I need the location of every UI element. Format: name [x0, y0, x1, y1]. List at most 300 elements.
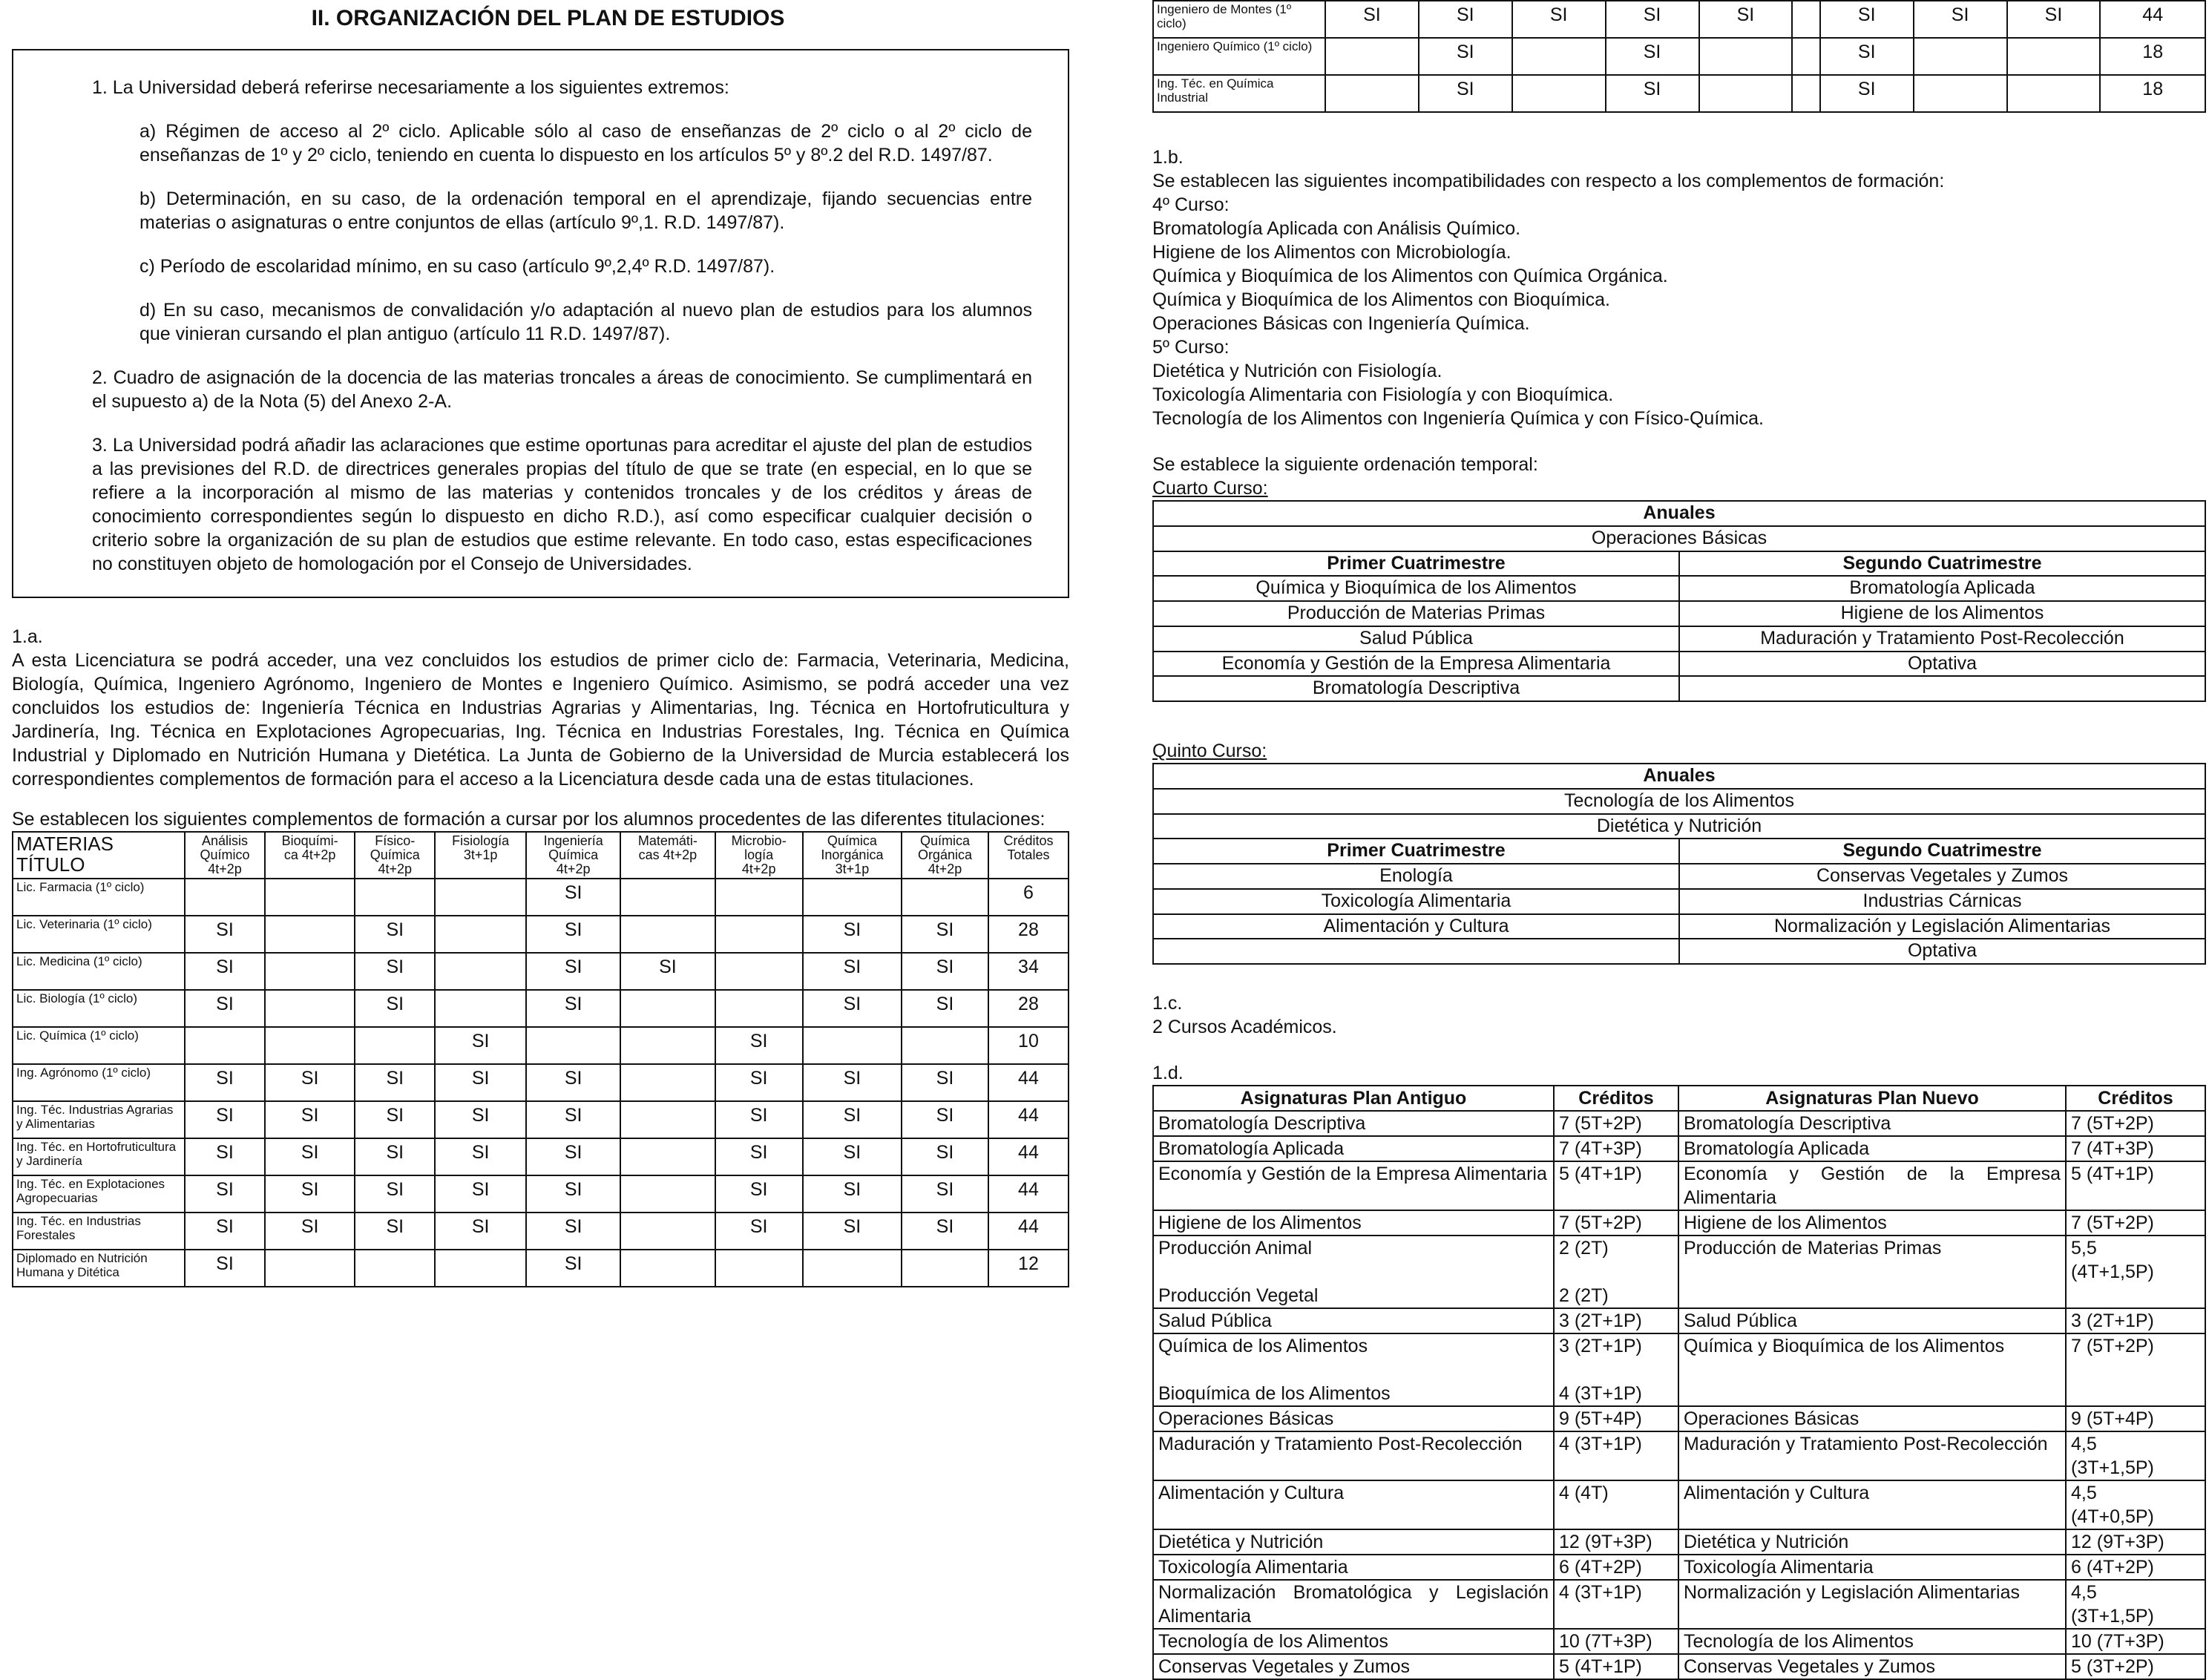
incompatibility-line: Higiene de los Alimentos con Microbiología. [1152, 242, 1511, 263]
new-subject-cell: Bromatología Aplicada [1678, 1136, 2066, 1161]
materia-cell: SI [185, 1138, 265, 1175]
materia-cell: SI [185, 1175, 265, 1213]
anual-item-row [1153, 814, 2205, 839]
section-1c-text: 2 Cursos Académicos. [1152, 1017, 1337, 1037]
materia-cell [1792, 1, 1819, 38]
materia-cell: SI [902, 916, 988, 953]
materia-cell [620, 1101, 715, 1138]
materia-cell: SI [1419, 1, 1512, 38]
materia-cell: SI [526, 1138, 620, 1175]
table-row [13, 879, 1069, 916]
subject-row [1153, 626, 2205, 652]
materia-cell: SI [526, 1064, 620, 1101]
table-row [1153, 1, 2205, 38]
old-subject-cell: Economía y Gestión de la Empresa Alimentaria [1153, 1161, 1554, 1210]
materia-cell [902, 1250, 988, 1287]
incompatibility-line: Tecnología de los Alimentos con Ingeniería Química y con Físico-Química. [1152, 408, 1764, 429]
new-credits-cell: 4,5 (4T+0,5P) [2066, 1480, 2205, 1529]
materia-cell: SI [355, 1175, 435, 1213]
new-credits-cell: 7 (5T+2P) [2066, 1111, 2205, 1136]
new-subject-cell: Economía y Gestión de la Empresa Alimentaria [1678, 1161, 2066, 1210]
table-row [1153, 1555, 2205, 1580]
materia-cell [620, 990, 715, 1027]
titulo-cell: Ing. Agrónomo (1º ciclo) [13, 1064, 185, 1101]
materia-cell: SI [1419, 75, 1512, 112]
old-credits-cell: 12 (9T+3P) [1554, 1529, 1678, 1555]
old-credits-cell: 6 (4T+2P) [1554, 1555, 1678, 1580]
materia-cell: SI [185, 953, 265, 990]
materia-cell [2007, 38, 2101, 75]
materia-cell: SI [715, 1027, 803, 1064]
materia-cell: SI [526, 1213, 620, 1250]
materia-cell [1792, 38, 1819, 75]
materia-cell: SI [526, 916, 620, 953]
instruction-1d: d) En su caso, mecanismos de convalidación y/o adaptación al nuevo plan de estudios para los alumnos que vinieran cursando el plan antiguo (artículo 11 R.D. 1497/87). [140, 300, 1032, 345]
cuarto-curso-table [1152, 500, 2206, 702]
materia-cell: SI [1699, 1, 1793, 38]
materia-cell: SI [265, 1175, 355, 1213]
materia-cell [435, 990, 526, 1027]
segundo-subject: Industrias Cárnicas [1679, 889, 2205, 914]
incompatibility-line: Operaciones Básicas con Ingeniería Química. [1152, 313, 1530, 334]
primer-subject: Producción de Materias Primas [1153, 601, 1679, 626]
table-row [1153, 1308, 2205, 1333]
materia-cell: SI [902, 990, 988, 1027]
new-subject-cell: Operaciones Básicas [1678, 1406, 2066, 1431]
materia-cell [355, 1027, 435, 1064]
materia-cell: SI [526, 1250, 620, 1287]
total-credits-cell: 34 [988, 953, 1069, 990]
materia-cell: SI [185, 1213, 265, 1250]
segundo-subject: Bromatología Aplicada [1679, 576, 2205, 601]
new-subject-cell: Salud Pública [1678, 1308, 2066, 1333]
titulo-label: TÍTULO [16, 853, 85, 876]
materia-cell: SI [620, 953, 715, 990]
titulo-cell: Lic. Farmacia (1º ciclo) [13, 879, 185, 916]
table-row [1153, 75, 2205, 112]
new-subject-cell: Tecnología de los Alimentos [1678, 1629, 2066, 1654]
primer-subject: Alimentación y Cultura [1153, 914, 1679, 939]
table-row [1153, 1580, 2205, 1629]
materia-cell [620, 916, 715, 953]
old-subject-cell: Normalización Bromatológica y Legislación Alimentaria [1153, 1580, 1554, 1629]
new-credits-cell: 4,5 (3T+1,5P) [2066, 1431, 2205, 1480]
materia-cell: SI [803, 1101, 902, 1138]
materia-cell: SI [1606, 38, 1699, 75]
materia-cell [1325, 75, 1419, 112]
materia-cell [265, 990, 355, 1027]
table-row [13, 1027, 1069, 1064]
table-row [1153, 1406, 2205, 1431]
materia-cell: SI [902, 1064, 988, 1101]
cuatrimestre-header-row [1153, 839, 2205, 864]
table-row [13, 953, 1069, 990]
instruction-3: 3. La Universidad podrá añadir las aclaraciones que estime oportunas para acreditar el ajuste del plan de estudios a las previsiones del R.D. de directrices generales propias del título de que se trate (en especial, en lo que se refiere a la incorporación al mismo de las materias y contenidos troncales y de los créditos y áreas de conocimiento correspondientes según lo dispuesto en dicho R.D.), así como especificar cualquier decisión o criterio sobre la organización de su plan de estudios que estime relevante. En todo caso, estas especificaciones no constituyen objeto de homologación por el Consejo de Universidades. [92, 435, 1032, 575]
titulo-cell: Lic. Química (1º ciclo) [13, 1027, 185, 1064]
materia-cell: SI [803, 1175, 902, 1213]
table-corner-header [13, 832, 185, 879]
materia-cell [185, 1027, 265, 1064]
materia-cell: SI [715, 1138, 803, 1175]
subject-row [1153, 676, 2205, 701]
subject-row [1153, 601, 2205, 626]
primer-subject [1153, 939, 1679, 964]
materia-cell: SI [355, 916, 435, 953]
old-subject-cell: Química de los Alimentos Bioquímica de los Alimentos [1153, 1333, 1554, 1406]
materia-cell [715, 990, 803, 1027]
table-row [1153, 1236, 2205, 1308]
instruction-1a: a) Régimen de acceso al 2º ciclo. Aplicable sólo al caso de enseñanzas de 2º ciclo o al 2º ciclo de enseñanzas de 1º y 2º ciclo, teniendo en cuenta lo dispuesto en los artículos 5º y 8º.2 del R.D. 1497/87. [140, 121, 1032, 166]
materia-cell [715, 916, 803, 953]
materia-cell: SI [265, 1138, 355, 1175]
materia-cell: SI [1419, 38, 1512, 75]
table-row [13, 1064, 1069, 1101]
materia-cell [620, 1138, 715, 1175]
subject-row [1153, 576, 2205, 601]
materia-cell: SI [185, 916, 265, 953]
materia-cell: SI [902, 1138, 988, 1175]
anual-item-row [1153, 526, 2205, 551]
old-credits-cell: 5 (4T+1P) [1554, 1161, 1678, 1210]
anual-item-row [1153, 789, 2205, 814]
materia-cell: SI [803, 1213, 902, 1250]
table-row [1153, 1480, 2205, 1529]
old-subject-cell: Higiene de los Alimentos [1153, 1210, 1554, 1236]
materia-cell: SI [526, 1101, 620, 1138]
materia-cell: SI [185, 990, 265, 1027]
total-credits-cell: 44 [988, 1175, 1069, 1213]
materia-cell: SI [803, 916, 902, 953]
materia-cell [435, 953, 526, 990]
materia-cell [620, 1027, 715, 1064]
materia-cell [435, 879, 526, 916]
segundo-subject: Normalización y Legislación Alimentarias [1679, 914, 2205, 939]
segundo-subject: Optativa [1679, 652, 2205, 677]
new-subject-cell: Conservas Vegetales y Zumos [1678, 1654, 2066, 1679]
titulo-cell: Lic. Biología (1º ciclo) [13, 990, 185, 1027]
primer-subject: Salud Pública [1153, 626, 1679, 652]
instructions-box [12, 49, 1069, 598]
old-subject-cell: Salud Pública [1153, 1308, 1554, 1333]
titulo-cell: Lic. Medicina (1º ciclo) [13, 953, 185, 990]
materia-cell [265, 1250, 355, 1287]
section-1b-label: 1.b. [1152, 147, 1184, 168]
incompatibility-line: 5º Curso: [1152, 337, 1230, 358]
materia-cell [1699, 75, 1793, 112]
table-row [13, 1101, 1069, 1138]
primer-subject: Toxicología Alimentaria [1153, 889, 1679, 914]
materia-cell: SI [1820, 38, 1914, 75]
old-subject-cell: Dietética y Nutrición [1153, 1529, 1554, 1555]
materia-cell: SI [435, 1101, 526, 1138]
incompatibilities-list [1152, 193, 2206, 430]
materia-cell: SI [265, 1213, 355, 1250]
subject-row [1153, 939, 2205, 964]
primer-subject: Química y Bioquímica de los Alimentos [1153, 576, 1679, 601]
materia-cell: SI [902, 1213, 988, 1250]
materia-cell [715, 879, 803, 916]
right-column [1152, 0, 2206, 1680]
new-credits-cell: 9 (5T+4P) [2066, 1406, 2205, 1431]
col-header: Créditos Totales [988, 832, 1069, 879]
materia-cell: SI [526, 990, 620, 1027]
anuales-header: Anuales [1153, 764, 2205, 789]
materia-cell [2007, 75, 2101, 112]
titulo-cell: Ing. Téc. en Industrias Forestales [13, 1213, 185, 1250]
table-row [1153, 1629, 2205, 1654]
materia-cell: SI [526, 1175, 620, 1213]
new-subject-cell: Bromatología Descriptiva [1678, 1111, 2066, 1136]
titulo-cell: Diplomado en Nutrición Humana y Ditética [13, 1250, 185, 1287]
titulo-cell: Ing. Téc. Industrias Agrarias y Alimentarias [13, 1101, 185, 1138]
materia-cell [620, 879, 715, 916]
primer-cuatrimestre-header: Primer Cuatrimestre [1153, 551, 1679, 577]
materia-cell: SI [355, 1138, 435, 1175]
table-row [1153, 38, 2205, 75]
materia-cell [620, 1064, 715, 1101]
materia-cell [265, 1027, 355, 1064]
new-subject-cell: Normalización y Legislación Alimentarias [1678, 1580, 2066, 1629]
segundo-subject: Conservas Vegetales y Zumos [1679, 864, 2205, 889]
table-row [1153, 1529, 2205, 1555]
subject-row [1153, 889, 2205, 914]
materia-cell [355, 1250, 435, 1287]
table-row [1153, 1333, 2205, 1406]
materia-cell: SI [803, 953, 902, 990]
materia-cell [265, 953, 355, 990]
old-subject-cell: Toxicología Alimentaria [1153, 1555, 1554, 1580]
total-credits-cell: 12 [988, 1250, 1069, 1287]
old-credits-cell: 9 (5T+4P) [1554, 1406, 1678, 1431]
titulo-cell: Ing. Téc. en Hortofruticultura y Jardinería [13, 1138, 185, 1175]
materia-cell [803, 1027, 902, 1064]
left-column [12, 0, 1069, 1287]
materia-cell: SI [803, 990, 902, 1027]
subject-row [1153, 864, 2205, 889]
old-credits-cell: 4 (4T) [1554, 1480, 1678, 1529]
incompatibility-line: Dietética y Nutrición con Fisiología. [1152, 361, 1442, 381]
primer-cuatrimestre-header: Primer Cuatrimestre [1153, 839, 1679, 864]
col-header: Fisiología 3t+1p [435, 832, 526, 879]
materia-cell: SI [526, 953, 620, 990]
col-header: Matemáti- cas 4t+2p [620, 832, 715, 879]
segundo-subject: Maduración y Tratamiento Post-Recolección [1679, 626, 2205, 652]
materia-cell [435, 1250, 526, 1287]
table-row [13, 1138, 1069, 1175]
materia-cell [265, 879, 355, 916]
old-credits-cell: 2 (2T) 2 (2T) [1554, 1236, 1678, 1308]
materia-cell: SI [355, 1064, 435, 1101]
table-row [13, 1175, 1069, 1213]
materia-cell [1914, 38, 2007, 75]
complementos-intro: Se establecen los siguientes complementos de formación a cursar por los alumnos procedentes de las diferentes titulaciones: [12, 809, 1046, 830]
col-header: Análisis Químico 4t+2p [185, 832, 265, 879]
titulo-cell: Lic. Veterinaria (1º ciclo) [13, 916, 185, 953]
table-row [13, 916, 1069, 953]
materia-cell [715, 953, 803, 990]
convalidation-table [1152, 1085, 2206, 1680]
instruction-1b: b) Determinación, en su caso, de la ordenación temporal en el aprendizaje, fijando secuencias entre materias o asignaturas o entre conjuntos de ellas (artículo 9º,1. R.D. 1497/87). [140, 188, 1032, 234]
materia-cell: SI [526, 879, 620, 916]
anuales-row [1153, 764, 2205, 789]
materia-cell: SI [1914, 1, 2007, 38]
materia-cell: SI [715, 1101, 803, 1138]
materia-cell: SI [435, 1175, 526, 1213]
materia-cell [1914, 75, 2007, 112]
total-credits-cell: 18 [2100, 75, 2205, 112]
old-credits-cell: 7 (4T+3P) [1554, 1136, 1678, 1161]
incompatibility-line: 4º Curso: [1152, 194, 1230, 215]
old-subject-cell: Bromatología Aplicada [1153, 1136, 1554, 1161]
new-subject-cell: Producción de Materias Primas [1678, 1236, 2066, 1308]
anual-item: Tecnología de los Alimentos [1153, 789, 2205, 814]
total-credits-cell: 6 [988, 879, 1069, 916]
materia-cell: SI [435, 1213, 526, 1250]
new-credits-cell: 4,5 (3T+1,5P) [2066, 1580, 2205, 1629]
cuarto-curso-caption: Cuarto Curso: [1152, 478, 1268, 499]
materia-cell: SI [185, 1250, 265, 1287]
materias-label: MATERIAS [16, 833, 114, 856]
materia-cell: SI [715, 1175, 803, 1213]
titulo-cell: Ing. Téc. en Química Industrial [1153, 75, 1325, 112]
materia-cell [1325, 38, 1419, 75]
col-header: Química Inorgánica 3t+1p [803, 832, 902, 879]
old-credits-cell: 3 (2T+1P) [1554, 1308, 1678, 1333]
old-subject-cell: Conservas Vegetales y Zumos [1153, 1654, 1554, 1679]
materia-cell [526, 1027, 620, 1064]
materia-cell [902, 1027, 988, 1064]
section-1c-label: 1.c. [1152, 993, 1183, 1014]
materia-cell [620, 1175, 715, 1213]
titulo-cell: Ingeniero de Montes (1º ciclo) [1153, 1, 1325, 38]
new-credits-cell: 7 (5T+2P) [2066, 1210, 2205, 1236]
section-1a-label: 1.a. [12, 626, 43, 648]
total-credits-cell: 44 [988, 1064, 1069, 1101]
segundo-subject [1679, 676, 2205, 701]
primer-subject: Enología [1153, 864, 1679, 889]
materia-cell [1512, 75, 1606, 112]
materia-cell: SI [715, 1064, 803, 1101]
table-row [1153, 1431, 2205, 1480]
materia-cell: SI [902, 953, 988, 990]
old-credits-cell: 4 (3T+1P) [1554, 1580, 1678, 1629]
quinto-curso-table [1152, 763, 2206, 965]
titulo-cell: Ingeniero Químico (1º ciclo) [1153, 38, 1325, 75]
ordenacion-intro: Se establece la siguiente ordenación temporal: [1152, 454, 1538, 475]
old-credits-cell: 5 (4T+1P) [1554, 1654, 1678, 1679]
subject-row [1153, 652, 2205, 677]
total-credits-cell: 18 [2100, 38, 2205, 75]
incompatibility-line: Química y Bioquímica de los Alimentos con Bioquímica. [1152, 289, 1610, 310]
materia-cell: SI [1512, 1, 1606, 38]
new-credits-cell: 12 (9T+3P) [2066, 1529, 2205, 1555]
total-credits-cell: 28 [988, 990, 1069, 1027]
new-credits-cell: 5 (3T+2P) [2066, 1654, 2205, 1679]
instruction-1: 1. La Universidad deberá referirse necesariamente a los siguientes extremos: [92, 77, 729, 99]
total-credits-cell: 28 [988, 916, 1069, 953]
old-subject-cell: Tecnología de los Alimentos [1153, 1629, 1554, 1654]
section-1a-text: A esta Licenciatura se podrá acceder, una vez concluidos los estudios de primer ciclo de: Farmacia, Veterinaria, Medicina, Biología, Química, Ingeniero Agrónomo, Ingeniero de Montes e Ingeniero Químico. Asimismo, se podrá acceder una vez concluidos los estudios de: Ingeniería Técnica en Industrias Agrarias y Alimentarias, Ing. Técnica en Hortofruticultura y Jardinería, Ing. Técnica en Explotaciones Agropecuarias, Ing. Técnica en Industrias Forestales, Ing. Técnica en Química Industrial y Diplomado en Nutrición Humana y Dietética. La Junta de Gobierno de la Universidad de Murcia establecerá los correspondientes complementos de formación para el acceso a la Licenciatura desde cada una de estas titulaciones. [12, 650, 1069, 790]
subject-row [1153, 914, 2205, 939]
header-new-subjects: Asignaturas Plan Nuevo [1678, 1086, 2066, 1111]
materia-cell: SI [265, 1101, 355, 1138]
materia-cell [435, 916, 526, 953]
materia-cell [803, 1250, 902, 1287]
col-header: Microbio- logía 4t+2p [715, 832, 803, 879]
complementos-table-continued [1152, 0, 2206, 113]
header-old-credits: Créditos [1554, 1086, 1678, 1111]
segundo-cuatrimestre-header: Segundo Cuatrimestre [1679, 551, 2205, 577]
old-credits-cell: 4 (3T+1P) [1554, 1431, 1678, 1480]
new-subject-cell: Maduración y Tratamiento Post-Recolección [1678, 1431, 2066, 1480]
new-credits-cell: 5,5 (4T+1,5P) [2066, 1236, 2205, 1308]
materia-cell: SI [1820, 75, 1914, 112]
total-credits-cell: 44 [988, 1138, 1069, 1175]
materia-cell: SI [715, 1213, 803, 1250]
materia-cell: SI [902, 1101, 988, 1138]
incompatibility-line: Química y Bioquímica de los Alimentos con Química Orgánica. [1152, 266, 1668, 286]
materia-cell [715, 1250, 803, 1287]
materia-cell [265, 916, 355, 953]
table-row [1153, 1161, 2205, 1210]
new-credits-cell: 3 (2T+1P) [2066, 1308, 2205, 1333]
section-1b-intro: Se establecen las siguientes incompatibilidades con respecto a los complementos de formación: [1152, 171, 1945, 191]
col-header: Físico- Química 4t+2p [355, 832, 435, 879]
header-old-subjects: Asignaturas Plan Antiguo [1153, 1086, 1554, 1111]
old-subject-cell: Maduración y Tratamiento Post-Recolección [1153, 1431, 1554, 1480]
old-credits-cell: 3 (2T+1P) 4 (3T+1P) [1554, 1333, 1678, 1406]
table-row [1153, 1210, 2205, 1236]
old-credits-cell: 7 (5T+2P) [1554, 1210, 1678, 1236]
instruction-2: 2. Cuadro de asignación de la docencia de las materias troncales a áreas de conocimiento. Se cumplimentará en el supuesto a) de la Nota (5) del Anexo 2-A. [92, 367, 1032, 413]
new-subject-cell: Toxicología Alimentaria [1678, 1555, 2066, 1580]
materia-cell [355, 879, 435, 916]
materia-cell [620, 1250, 715, 1287]
materia-cell: SI [803, 1064, 902, 1101]
materia-cell: SI [435, 1027, 526, 1064]
table-row [13, 1250, 1069, 1287]
materia-cell: SI [355, 1213, 435, 1250]
instruction-1c: c) Período de escolaridad mínimo, en su caso (artículo 9º,2,4º R.D. 1497/87). [140, 256, 775, 278]
total-credits-cell: 44 [2100, 1, 2205, 38]
titulo-cell: Ing. Téc. en Explotaciones Agropecuarias [13, 1175, 185, 1213]
segundo-cuatrimestre-header: Segundo Cuatrimestre [1679, 839, 2205, 864]
new-credits-cell: 5 (4T+1P) [2066, 1161, 2205, 1210]
old-credits-cell: 10 (7T+3P) [1554, 1629, 1678, 1654]
incompatibility-line: Bromatología Aplicada con Análisis Químico. [1152, 218, 1521, 239]
materia-cell: SI [803, 1138, 902, 1175]
new-subject-cell: Dietética y Nutrición [1678, 1529, 2066, 1555]
materia-cell: SI [435, 1064, 526, 1101]
materia-cell: SI [435, 1138, 526, 1175]
materia-cell: SI [355, 990, 435, 1027]
old-subject-cell: Alimentación y Cultura [1153, 1480, 1554, 1529]
materia-cell [803, 879, 902, 916]
incompatibility-line: Toxicología Alimentaria con Fisiología y con Bioquímica. [1152, 384, 1614, 405]
primer-subject: Bromatología Descriptiva [1153, 676, 1679, 701]
materia-cell [1512, 38, 1606, 75]
materia-cell [1699, 38, 1793, 75]
materia-cell [1792, 75, 1819, 112]
materia-cell: SI [185, 1101, 265, 1138]
quinto-curso-caption: Quinto Curso: [1152, 741, 1267, 761]
header-new-credits: Créditos [2066, 1086, 2205, 1111]
anuales-header: Anuales [1153, 501, 2205, 526]
new-credits-cell: 6 (4T+2P) [2066, 1555, 2205, 1580]
materia-cell: SI [265, 1064, 355, 1101]
complementos-table [12, 831, 1069, 1287]
anuales-row [1153, 501, 2205, 526]
